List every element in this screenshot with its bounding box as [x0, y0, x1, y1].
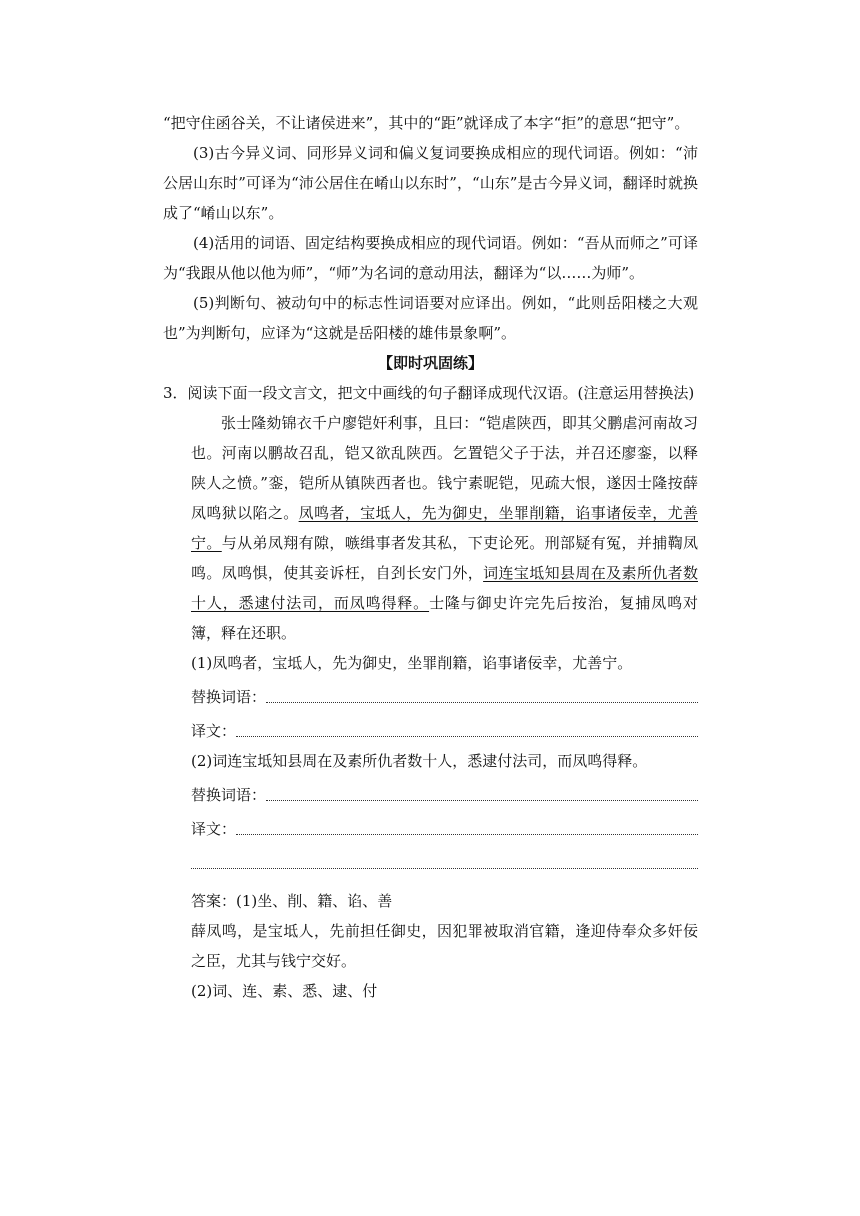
passage [163, 408, 698, 648]
rule-5: (5)判断句、被动句中的标志性词语要对应译出。例如，“此则岳阳楼之大观也”为判断句，应译为“这就是岳阳楼的雄伟景象啊”。 [163, 294, 698, 342]
q2-translation-row [191, 810, 698, 844]
q2-words-row [191, 776, 698, 810]
question-1: (1)凤鸣者，宝坻人，先为御史，坐罪削籍，谄事诸佞幸，尤善宁。 [191, 654, 633, 672]
q2-translation-answer-line[interactable] [236, 834, 698, 835]
underlined-sentence-1: 凤鸣者，宝坻人，先为御史，坐罪削籍，谄事诸佞幸，尤善宁。 [191, 504, 698, 552]
rule-3: (3)古今异义词、同形异义词和偏义复词要换成相应的现代词语。例如：“沛公居山东时”可译为“沛公居住在崤山以东时”，“山东”是古今异义词，翻译时就换成了“崤山以东”。 [163, 144, 698, 222]
q1-translation-row [191, 712, 698, 746]
answer-header: 答案：(1)坐、削、籍、谄、善 [191, 892, 393, 910]
section-heading: 【即时巩固练】 [377, 354, 483, 372]
q2-words-label: 替换词语： [191, 786, 267, 804]
q1-words-answer-line[interactable] [266, 702, 698, 703]
document-body [163, 108, 698, 1006]
q2-words-answer-line[interactable] [266, 800, 698, 801]
exercise-instruction: 3．阅读下面一段文言文，把文中画线的句子翻译成现代汉语。(注意运用替换法) [163, 384, 695, 402]
passage-text [191, 408, 698, 648]
passage-part-1: 张士隆劾锦衣千户廖铠奸利事，且曰：“铠虐陕西，即其父鹏虐河南故习也。河南以鹏故召乱，铠又欲乱陕西。乞置铠父子于法，并召还廖銮，以释陕人之愤。”銮，铠所从镇陕西者也。钱宁素昵铠，见疏大恨，遂因士隆按薛凤鸣狱以陷之。 [191, 414, 698, 522]
passage-part-2: 与从弟凤翔有隙，嗾缉事者发其私，下吏论死。刑部疑有冤，并捕鞫凤鸣。凤鸣惧，使其妾诉枉，自刭长安门外， [191, 534, 698, 582]
q2-translation-label: 译文： [191, 820, 237, 838]
q1-translation-label: 译文： [191, 722, 237, 740]
answer-2-words: (2)词、连、素、悉、逮、付 [191, 982, 378, 1000]
question-2: (2)词连宝坻知县周在及素所仇者数十人，悉逮付法司，而凤鸣得释。 [191, 752, 648, 770]
q1-words-label: 替换词语： [191, 688, 267, 706]
q2-translation-extra-line[interactable] [191, 868, 698, 869]
q2-translation-extra-row [191, 844, 698, 878]
rule-4: (4)活用的词语、固定结构要换成相应的现代词语。例如：“吾从而师之”可译为“我跟从他以他为师”，“师”为名词的意动用法，翻译为“以……为师”。 [163, 234, 698, 282]
q1-translation-answer-line[interactable] [236, 736, 698, 737]
answer-1-translation: 薛凤鸣，是宝坻人，先前担任御史，因犯罪被取消官籍，逢迎侍奉众多奸佞之臣，尤其与钱宁交好。 [191, 922, 698, 970]
passage-part-3: 士隆与御史许完先后按治，复捕凤鸣对簿，释在还职。 [191, 594, 698, 642]
underlined-sentence-2: 词连宝坻知县周在及素所仇者数十人，悉逮付法司，而凤鸣得释。 [191, 564, 698, 612]
q1-words-row [191, 678, 698, 712]
intro-continuation: “把守住函谷关，不让诸侯进来”，其中的“距”就译成了本字“拒”的意思“把守”。 [163, 114, 690, 132]
